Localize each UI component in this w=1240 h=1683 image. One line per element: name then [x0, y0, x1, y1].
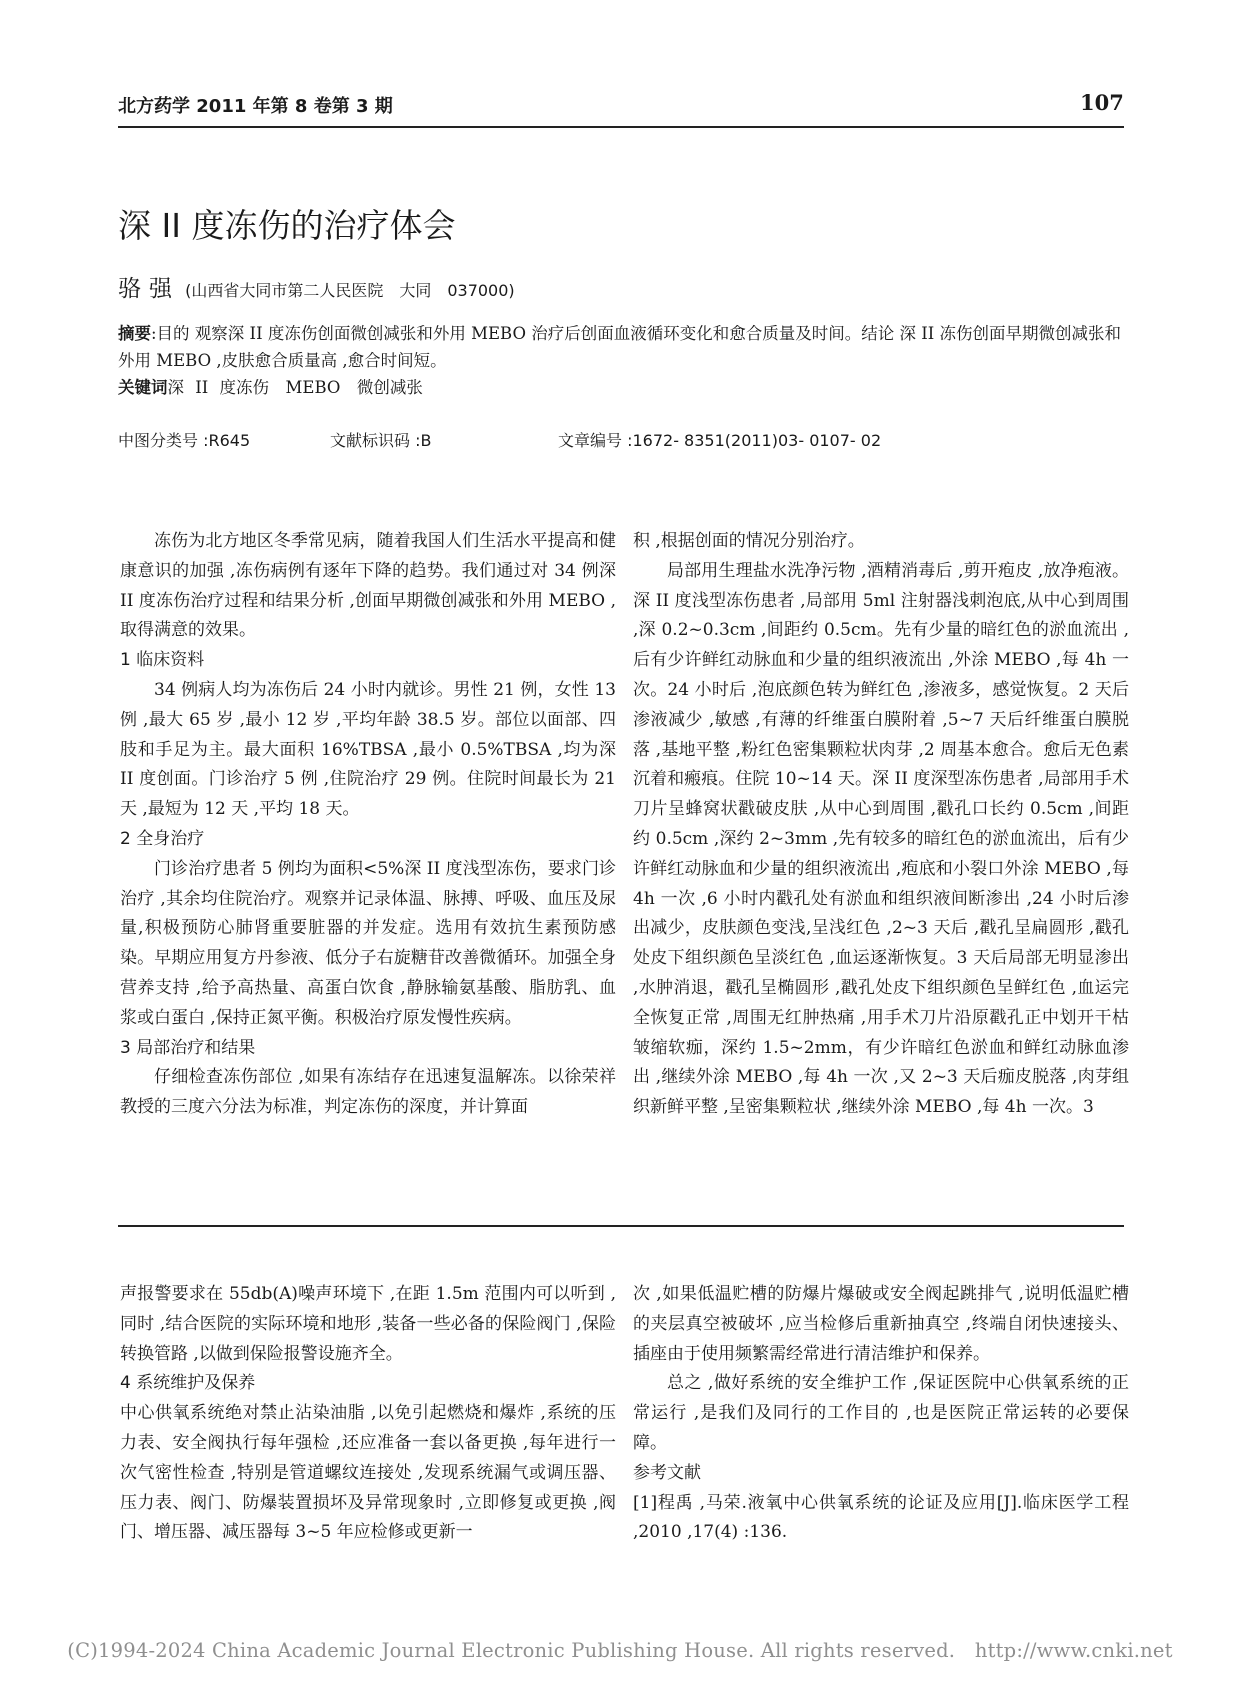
- article-title: 深 II 度冻伤的治疗体会: [118, 206, 456, 245]
- continued-column-left: [120, 1280, 616, 1548]
- section-heading: 4 系统维护及保养: [120, 1373, 256, 1394]
- paragraph: 次 ,如果低温贮槽的防爆片爆破或安全阀起跳排气 ,说明低温贮槽的夹层真空被破坏 ,应当检修后重新抽真空 ,终端自闭快速接头、插座由于使用频繁需经常进行清洁维护和保养。: [633, 1284, 1129, 1364]
- keywords-label: 关键词: [118, 378, 168, 397]
- abstract-label: 摘要: [118, 324, 151, 343]
- continued-column-right: [633, 1280, 1129, 1548]
- running-head: 北方药学 2011 年第 8 卷第 3 期: [118, 96, 393, 117]
- abstract: [118, 320, 1128, 374]
- paragraph: 中心供氧系统绝对禁止沾染油脂 ,以免引起燃烧和爆炸 ,系统的压力表、安全阀执行每年强检 ,还应准备一套以备更换 ,每年进行一次气密性检查 ,特别是管道螺纹连接处 ,发现系统漏气或调压器、压力表、阀门、防爆装置损坏及异常现象时 ,立即修复或更换 ,阀门、增压器、减压器每 3~5 年应检修或更新一: [120, 1403, 616, 1543]
- page-number: 107: [1080, 90, 1124, 115]
- paragraph: 仔细检查冻伤部位 ,如果有冻结存在迅速复温解冻。以徐荣祥教授的三度六分法为标准，判定冻伤的深度，并计算面: [120, 1067, 616, 1118]
- article-id: 文章编号 :1672- 8351(2011)03- 0107- 02: [558, 431, 882, 450]
- copyright-footer: (C)1994-2024 China Academic Journal Electronic Publishing House. All rights reserved. http://www.cnki.net: [67, 1639, 1173, 1662]
- paragraph: 34 例病人均为冻伤后 24 小时内就诊。男性 21 例，女性 13 例 ,最大 65 岁 ,最小 12 岁 ,平均年龄 38.5 岁。部位以面部、四肢和手足为主。最大面积 16%TBSA ,最小 0.5%TBSA ,均为深 II 度创面。门诊治疗 5 例 ,住院治疗 29 例。住院时间最长为 21 天 ,最短为 12 天 ,平均 18 天。: [120, 679, 616, 820]
- classification-row: [118, 428, 1128, 454]
- paragraph: 积 ,根据创面的情况分别治疗。: [633, 531, 865, 551]
- paragraph: 局部用生理盐水洗净污物 ,酒精消毒后 ,剪开疱皮 ,放净疱液。深 II 度浅型冻伤患者 ,局部用 5ml 注射器浅刺泡底,从中心到周围 ,深 0.2~0.3cm ,间距约 0.5cm。先有少量的暗红色的淤血流出 ,后有少许鲜红动脉血和少量的组织液流出 ,外涂 MEBO ,每 4h 一次。24 小时后 ,泡底颜色转为鲜红色 ,渗液多，感觉恢复。2 天后渗液减少 ,敏感 ,有薄的纤维蛋白膜附着 ,5~7 天后纤维蛋白膜脱落 ,基地平整 ,粉红色密集颗粒状肉芽 ,2 周基本愈合。愈后无色素沉着和瘢痕。住院 10~14 天。深 II 度深型冻伤患者 ,局部用手术刀片呈蜂窝状戳破皮肤 ,从中心到周围 ,戳孔口长约 0.5cm ,间距约 0.5cm ,深约 2~3mm ,先有较多的暗红色的淤血流出，后有少许鲜红动脉血和少量的组织液流出 ,疱底和小裂口外涂 MEBO ,每 4h 一次 ,6 小时内戳孔处有淤血和组织液间断渗出 ,24 小时后渗出减少，皮肤颜色变浅,呈浅红色 ,2~3 天后 ,戳孔呈扁圆形 ,戳孔处皮下组织颜色呈淡红色 ,血运逐渐恢复。3 天后局部无明显渗出 ,水肿消退，戳孔呈椭圆形 ,戳孔处皮下组织颜色呈鲜红色 ,血运完全恢复正常 ,周围无红肿热痛 ,用手术刀片沿原戳孔正中划开干枯皱缩软痂，深约 1.5~2mm，有少许暗红色淤血和鲜红动脉血渗出 ,继续外涂 MEBO ,每 4h 一次 ,又 2~3 天后痂皮脱落 ,肉芽组织新鲜平整 ,呈密集颗粒状 ,继续外涂 MEBO ,每 4h 一次。3: [633, 560, 1129, 1118]
- section-divider: [118, 1225, 1124, 1227]
- section-heading: 2 全身治疗: [120, 828, 205, 849]
- classification-number: 中图分类号 :R645: [118, 431, 251, 450]
- document-code: 文献标识码 :B: [330, 431, 432, 450]
- paragraph: 冻伤为北方地区冬季常见病，随着我国人们生活水平提高和健康意识的加强 ,冻伤病例有逐年下降的趋势。我们通过对 34 例深 II 度冻伤治疗过程和结果分析 ,创面早期微创减张和外用 MEBO ,取得满意的效果。: [120, 531, 616, 641]
- author-affiliation: (山西省大同市第二人民医院 大同 037000): [185, 281, 515, 300]
- abstract-text: :目的 观察深 II 度冻伤创面微创减张和外用 MEBO 治疗后创面血液循环变化和愈合质量及时间。结论 深 II 冻伤创面早期微创减张和外用 MEBO ,皮肤愈合质量高 ,愈合时间短。: [118, 324, 1121, 370]
- section-heading: 1 临床资料: [120, 650, 205, 671]
- body-column-left: [120, 527, 616, 1123]
- author-line: [118, 270, 515, 303]
- section-heading: 3 局部治疗和结果: [120, 1037, 256, 1058]
- header-rule: [118, 126, 1124, 128]
- body-column-right: [633, 527, 1129, 1123]
- author-name: 骆强: [118, 276, 180, 302]
- keywords: [118, 374, 1128, 401]
- paragraph: [1]程禹 ,马荣.液氧中心供氧系统的论证及应用[J].临床医学工程 ,2010 ,17(4) :136.: [633, 1492, 1129, 1543]
- keywords-text: 深 II 度冻伤 MEBO 微创减张: [167, 378, 423, 397]
- paragraph: 声报警要求在 55db(A)噪声环境下 ,在距 1.5m 范围内可以听到 ,同时 ,结合医院的实际环境和地形 ,装备一些必备的保险阀门 ,保险转换管路 ,以做到保险报警设施齐全。: [120, 1284, 616, 1364]
- section-heading: 参考文献: [633, 1462, 701, 1483]
- paragraph: 门诊治疗患者 5 例均为面积<5%深 II 度浅型冻伤，要求门诊治疗 ,其余均住院治疗。观察并记录体温、脉搏、呼吸、血压及尿量,积极预防心肺肾重要脏器的并发症。选用有效抗生素预防感染。早期应用复方丹参液、低分子右旋糖苷改善微循环。加强全身营养支持 ,给予高热量、高蛋白饮食 ,静脉输氨基酸、脂肪乳、血浆或白蛋白 ,保持正氮平衡。积极治疗原发慢性疾病。: [120, 858, 616, 1028]
- paragraph: 总之 ,做好系统的安全维护工作 ,保证医院中心供氧系统的正常运行 ,是我们及同行的工作目的 ,也是医院正常运转的必要保障。: [633, 1373, 1129, 1453]
